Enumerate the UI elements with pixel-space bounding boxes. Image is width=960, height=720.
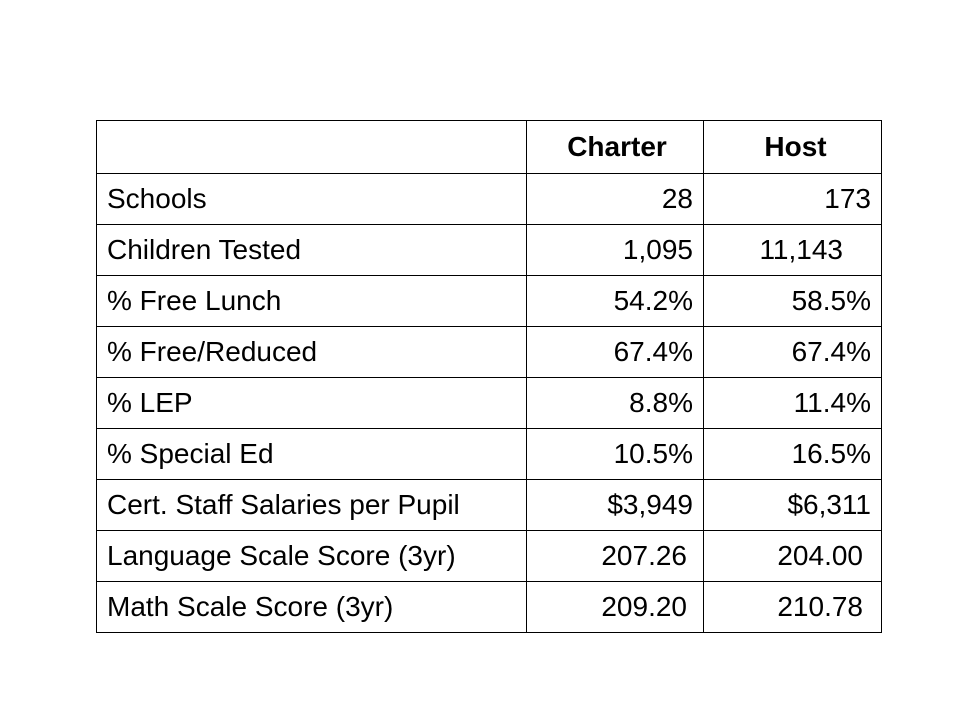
charter-value: 10.5% <box>527 429 704 480</box>
table-row <box>97 378 882 429</box>
charter-value: 1,095 <box>527 225 704 276</box>
table-row <box>97 174 882 225</box>
charter-value: $3,949 <box>527 480 704 531</box>
row-label: % Free Lunch <box>97 276 527 327</box>
table-row <box>97 276 882 327</box>
host-value: 16.5% <box>704 429 882 480</box>
host-value: $6,311 <box>704 480 882 531</box>
host-value: 58.5% <box>704 276 882 327</box>
host-value: 204.00 <box>704 531 882 582</box>
host-value: 210.78 <box>704 582 882 633</box>
header-host: Host <box>704 121 882 174</box>
row-label: Cert. Staff Salaries per Pupil <box>97 480 527 531</box>
host-value: 11,143 <box>704 225 882 276</box>
table-row <box>97 582 882 633</box>
table-header-row <box>97 121 882 174</box>
charter-value: 209.20 <box>527 582 704 633</box>
row-label: Math Scale Score (3yr) <box>97 582 527 633</box>
row-label: Schools <box>97 174 527 225</box>
header-corner-cell <box>97 121 527 174</box>
charter-value: 28 <box>527 174 704 225</box>
table-row <box>97 225 882 276</box>
table-row <box>97 429 882 480</box>
table-row <box>97 480 882 531</box>
row-label: % Free/Reduced <box>97 327 527 378</box>
comparison-table <box>96 120 882 633</box>
charter-value: 54.2% <box>527 276 704 327</box>
host-value: 173 <box>704 174 882 225</box>
host-value: 11.4% <box>704 378 882 429</box>
host-value: 67.4% <box>704 327 882 378</box>
row-label: Children Tested <box>97 225 527 276</box>
charter-value: 8.8% <box>527 378 704 429</box>
header-charter: Charter <box>527 121 704 174</box>
table-row <box>97 531 882 582</box>
row-label: Language Scale Score (3yr) <box>97 531 527 582</box>
row-label: % LEP <box>97 378 527 429</box>
charter-value: 207.26 <box>527 531 704 582</box>
table-row <box>97 327 882 378</box>
row-label: % Special Ed <box>97 429 527 480</box>
charter-value: 67.4% <box>527 327 704 378</box>
